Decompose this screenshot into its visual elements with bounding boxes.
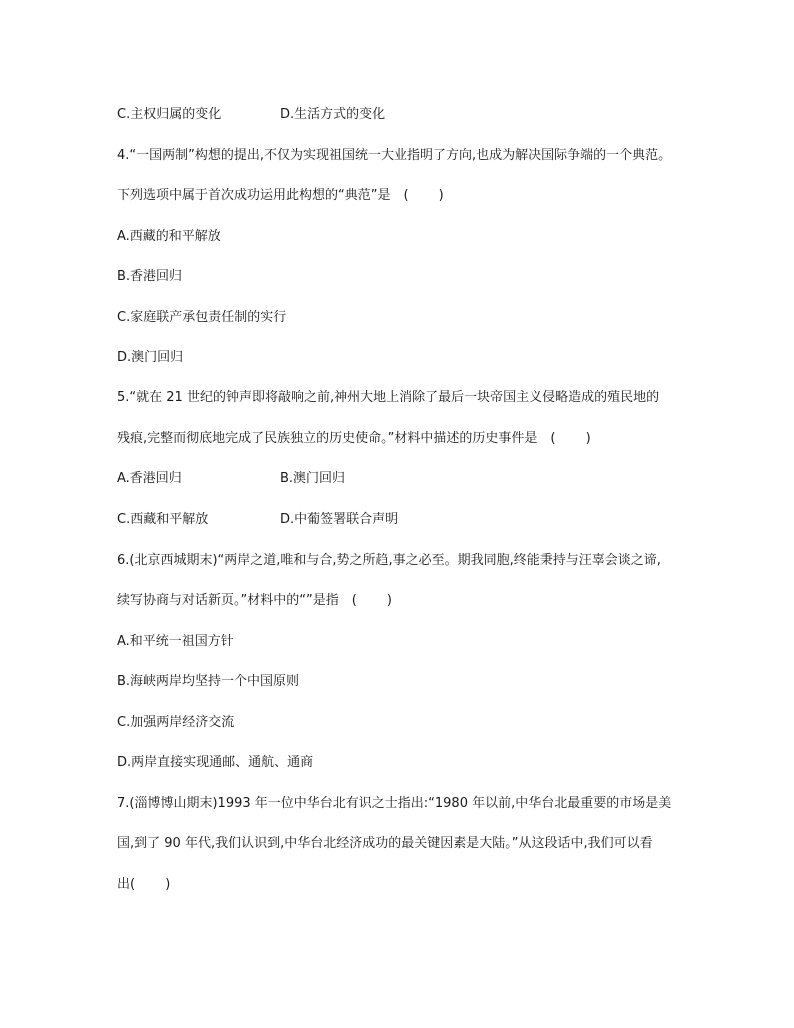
q6-stem-line2: 续写协商与对话新页。”材料中的“”是指 ( ) — [117, 593, 392, 608]
q3-option-c: C.主权归属的变化 — [117, 107, 222, 122]
q6-option-b: B.海峡两岸均坚持一个中国原则 — [117, 674, 300, 689]
q5-option-d: D.中葡签署联合声明 — [280, 512, 399, 527]
q5-stem-line1: 5.“就在 21 世纪的钟声即将敲响之前,神州大地上消除了最后一块帝国主义侵略造成的殖民地的 — [117, 390, 660, 405]
q5-stem-line2: 残痕,完整而彻底地完成了民族独立的历史使命。”材料中描述的历史事件是 ( ) — [117, 431, 591, 446]
q7-stem-line2: 国,到了 90 年代,我们认识到,中华台北经济成功的最关键因素是大陆。”从这段话中,我们可以看 — [117, 836, 653, 851]
q5-option-a: A.香港回归 — [117, 471, 182, 486]
q5-option-b: B.澳门回归 — [280, 471, 346, 486]
q5-option-c: C.西藏和平解放 — [117, 512, 209, 527]
q4-option-a: A.西藏的和平解放 — [117, 229, 221, 244]
q4-stem-line1: 4.“一国两制”构想的提出,不仅为实现祖国统一大业指明了方向,也成为解决国际争端的一个典范。 — [117, 148, 672, 163]
q6-option-d: D.两岸直接实现通邮、通航、通商 — [117, 755, 314, 770]
q4-option-c: C.家庭联产承包责任制的实行 — [117, 310, 287, 325]
q4-option-d: D.澳门回归 — [117, 350, 184, 365]
q4-option-b: B.香港回归 — [117, 269, 183, 284]
q6-option-a: A.和平统一祖国方针 — [117, 634, 234, 649]
q6-option-c: C.加强两岸经济交流 — [117, 715, 235, 730]
q3-option-d: D.生活方式的变化 — [280, 107, 386, 122]
q6-stem-line1: 6.(北京西城期末)“两岸之道,唯和与合,势之所趋,事之必至。期我同胞,终能秉持与汪辜会谈之谛, — [117, 553, 661, 568]
q7-stem-line3: 出( ) — [117, 877, 171, 892]
q4-stem-line2: 下列选项中属于首次成功运用此构想的“典范”是 ( ) — [117, 188, 444, 203]
q7-stem-line1: 7.(淄博博山期末)1993 年一位中华台北有识之士指出:“1980 年以前,中华台北最重要的市场是美 — [117, 796, 672, 811]
